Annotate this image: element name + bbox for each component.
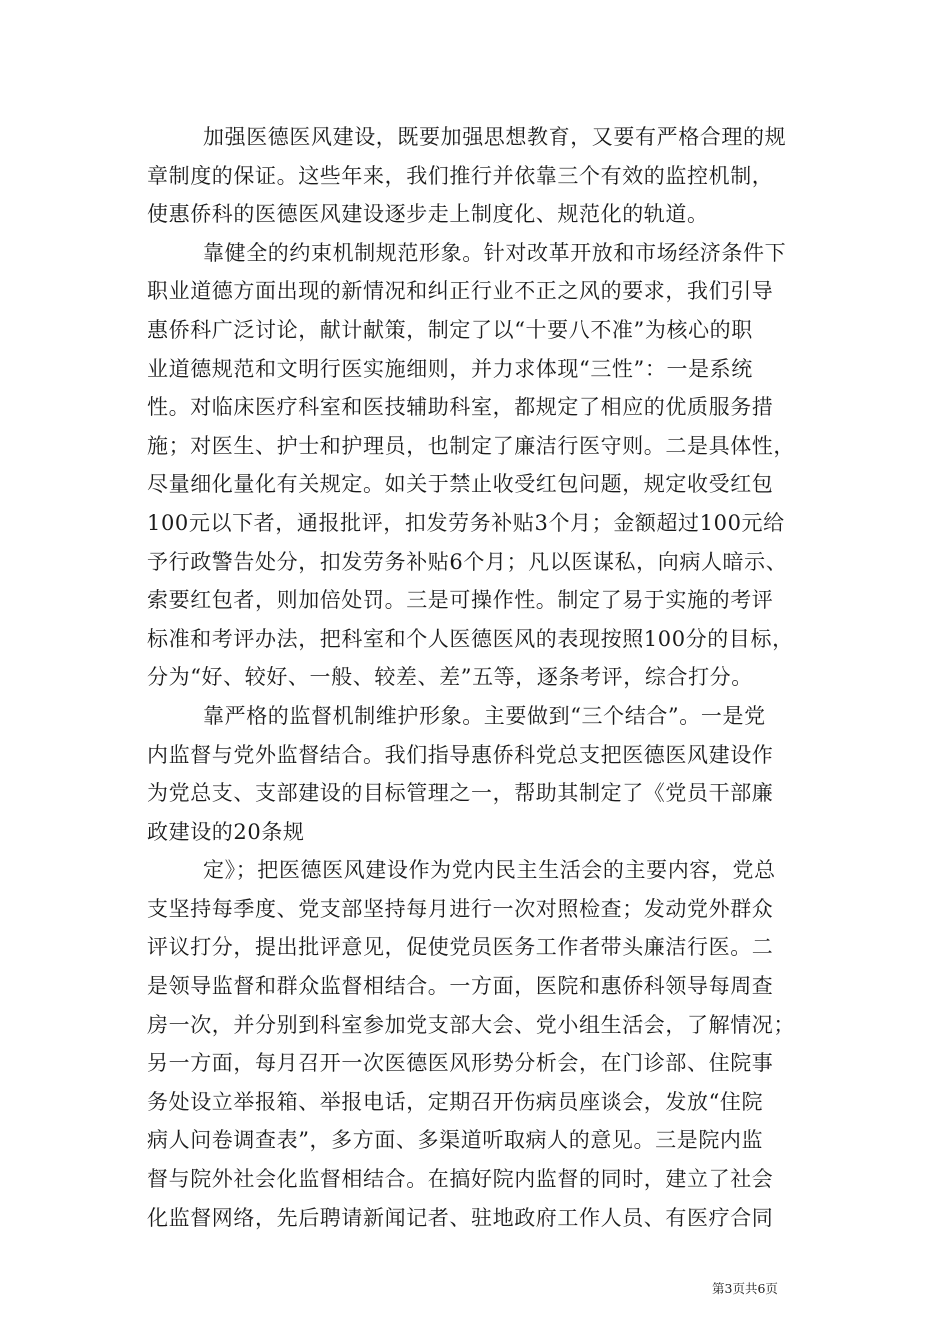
text-line: 尽量细化量化有关规定。如关于禁止收受红包问题，规定收受红包: [147, 472, 774, 497]
text-line: 职业道德方面出现的新情况和纠正行业不正之风的要求，我们引导: [147, 279, 774, 304]
text-line: 予行政警告处分，扣发劳务补贴6个月；凡以医谋私，向病人暗示、: [147, 549, 788, 574]
body-text: [147, 118, 807, 1237]
text-line: 务处设立举报箱、举报电话，定期召开伤病员座谈会，发放“住院: [147, 1089, 764, 1114]
text-line: 化监督网络，先后聘请新闻记者、驻地政府工作人员、有医疗合同: [147, 1205, 774, 1230]
text-line: 章制度的保证。这些年来，我们推行并依靠三个有效的监控机制，: [147, 163, 774, 188]
text-line: 为党总支、支部建设的目标管理之一，帮助其制定了《党员干部廉: [147, 781, 774, 806]
text-line: 惠侨科广泛讨论，献计献策，制定了以“十要八不准”为核心的职: [147, 317, 753, 342]
text-line: 100元以下者，通报批评，扣发劳务补贴3个月；金额超过100元给: [147, 510, 785, 535]
text-line: 定》；把医德医风建设作为党内民主生活会的主要内容，党总: [203, 858, 776, 883]
text-line: 政建设的20条规: [147, 819, 305, 844]
text-line: 使惠侨科的医德医风建设逐步走上制度化、规范化的轨道。: [147, 202, 709, 227]
text-line: 业道德规范和文明行医实施细则，并力求体现“三性”：一是系统: [147, 356, 753, 381]
text-line: 施；对医生、护士和护理员，也制定了廉洁行医守则。二是具体性，: [147, 433, 795, 458]
text-line: 索要红包者，则加倍处罚。三是可操作性。制定了易于实施的考评: [147, 588, 774, 613]
text-line: 性。对临床医疗科室和医技辅助科室，都规定了相应的优质服务措: [147, 395, 774, 420]
text-line: 支坚持每季度、党支部坚持每月进行一次对照检查；发动党外群众: [147, 896, 774, 921]
text-line: 标准和考评办法，把科室和个人医德医风的表现按照100分的目标，: [147, 626, 794, 651]
text-line: 房一次，并分别到科室参加党支部大会、党小组生活会，了解情况；: [147, 1012, 795, 1037]
text-line: 靠健全的约束机制规范形象。针对改革开放和市场经济条件下: [203, 240, 787, 265]
text-line: 病人问卷调查表”，多方面、多渠道听取病人的意见。三是院内监: [147, 1128, 764, 1153]
text-line: 内监督与党外监督结合。我们指导惠侨科党总支把医德医风建设作: [147, 742, 774, 767]
text-line: 是领导监督和群众监督相结合。一方面，医院和惠侨科领导每周查: [147, 974, 774, 999]
page-number-footer: 第3页共6页: [712, 1281, 778, 1296]
text-line: 评议打分，提出批评意见，促使党员医务工作者带头廉洁行医。二: [147, 935, 774, 960]
text-line: 加强医德医风建设，既要加强思想教育，又要有严格合理的规: [203, 125, 787, 149]
text-line: 分为“好、较好、一般、较差、差”五等，逐条考评，综合打分。: [147, 665, 753, 690]
text-line: 另一方面，每月召开一次医德医风形势分析会，在门诊部、住院事: [147, 1051, 774, 1076]
text-line: 督与院外社会化监督相结合。在搞好院内监督的同时，建立了社会: [147, 1167, 774, 1192]
text-line: 靠严格的监督机制维护形象。主要做到“三个结合”。一是党: [203, 703, 766, 728]
